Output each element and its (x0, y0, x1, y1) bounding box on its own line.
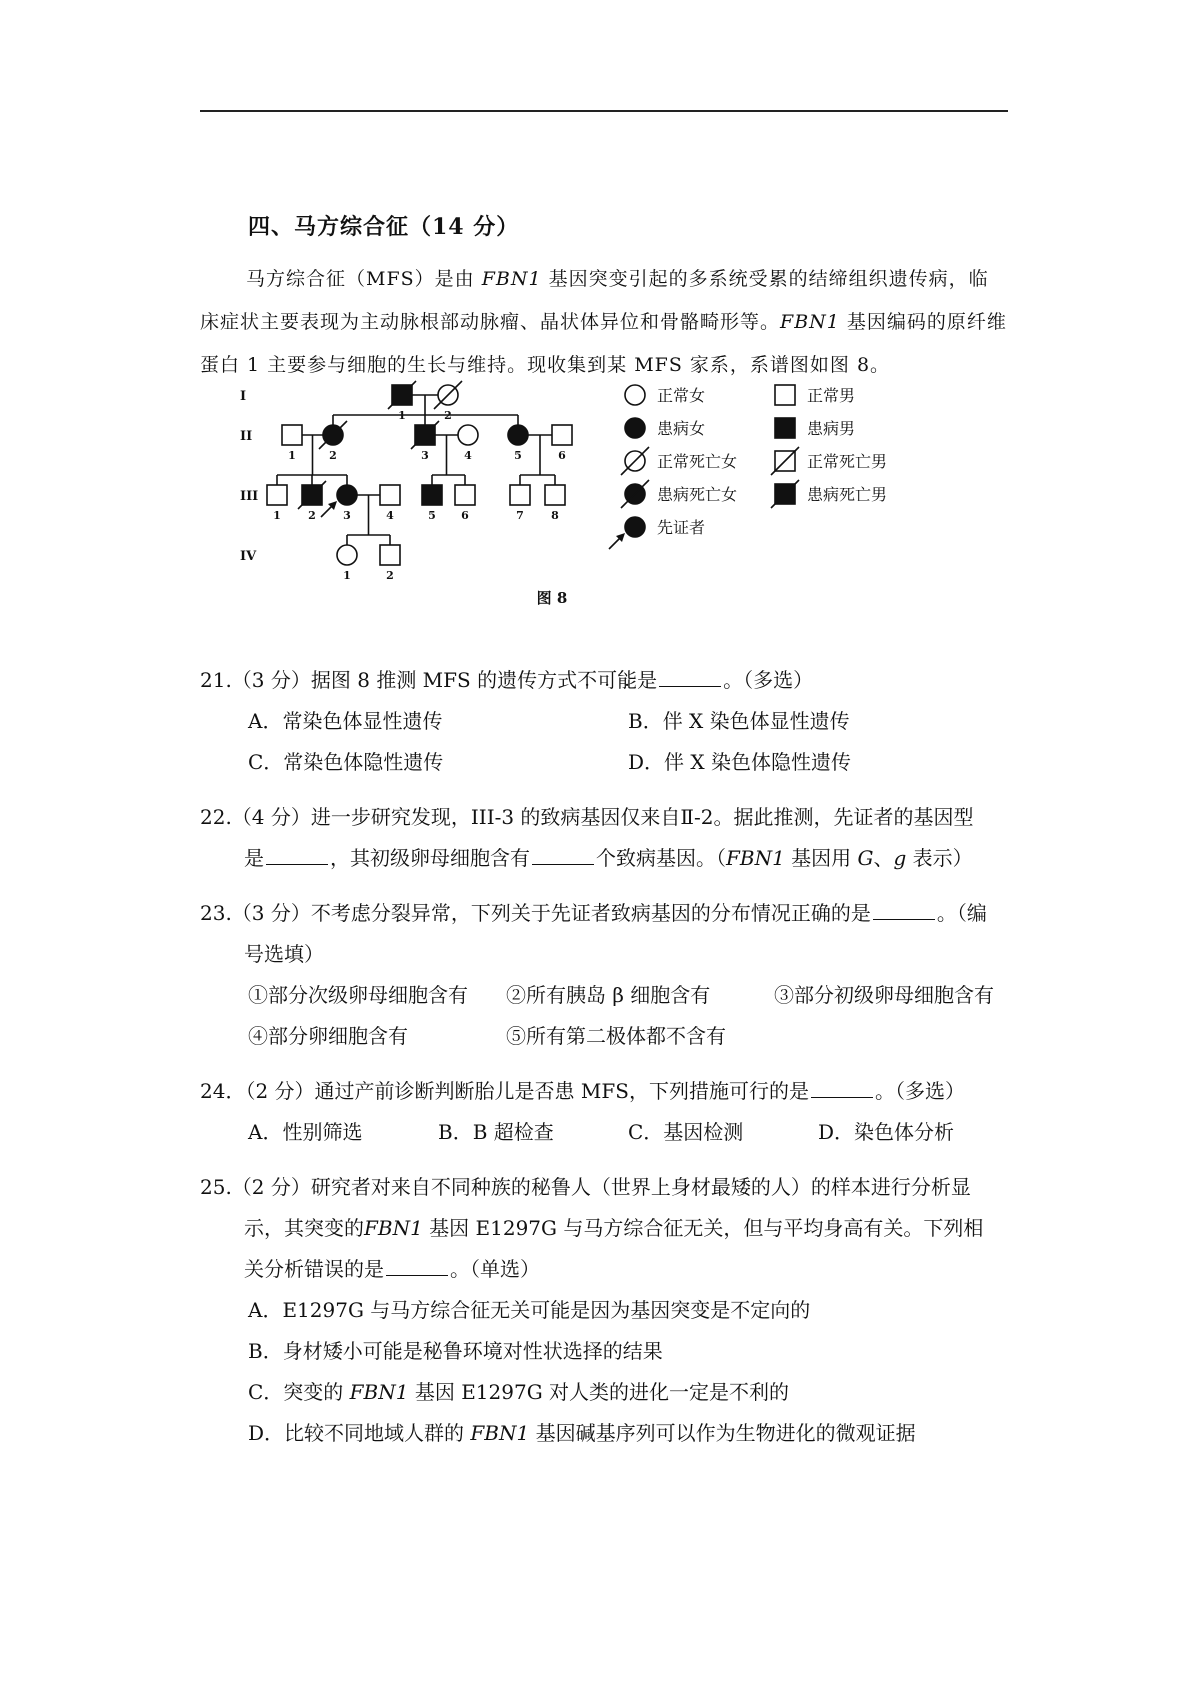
q25-option-c-text-1: C．突变的 (248, 1380, 350, 1404)
individual-iii-5-number: 5 (428, 509, 436, 522)
individual-iii-3-symbol (337, 485, 357, 505)
q21-option-a: A．常染色体显性遗传 (248, 709, 443, 733)
question-21 (200, 660, 1008, 783)
individual-ii-2-number: 2 (329, 449, 337, 462)
individual-iii-6-symbol (455, 485, 475, 505)
allele-recessive: g (893, 846, 907, 870)
legend-affected-male-label: 患病男 (807, 419, 856, 438)
individual-iii-2-number: 2 (308, 509, 316, 522)
individual-iii-8-symbol (545, 485, 565, 505)
individual-iii-7-symbol (510, 485, 530, 505)
q23-stem-2: 。（编 (936, 901, 987, 925)
q21-option-d: D．伴 X 染色体隐性遗传 (628, 750, 851, 774)
q23-item-3: ③部分初级卵母细胞含有 (774, 983, 994, 1007)
q24-stem-2: 。（多选） (874, 1079, 965, 1103)
q23-line-2: 号选填） (244, 942, 324, 966)
allele-dominant: G (857, 846, 874, 870)
individual-iii-1-symbol (267, 485, 287, 505)
individual-iv-2-number: 2 (386, 569, 394, 582)
q21-stem-2: 是 (637, 668, 658, 692)
legend-proband-label: 先证者 (657, 518, 706, 537)
legend-affected-male-deceased-label: 患病死亡男 (807, 485, 888, 504)
legend-affected-female-label: 患病女 (657, 419, 706, 438)
section-title: 四、马方综合征（14 分） (248, 214, 520, 240)
legend-affected-male-symbol (775, 418, 795, 438)
q23-item-5: ⑤所有第二极体都不含有 (506, 1024, 726, 1048)
generation-label-III: III (240, 489, 259, 504)
individual-ii-6-symbol (552, 425, 572, 445)
intro-paragraph (200, 258, 1008, 387)
legend-normal-male-label: 正常男 (807, 386, 856, 405)
q24-option-c: C．基因检测 (628, 1120, 744, 1144)
q23-item-4: ④部分卵细胞含有 (248, 1024, 408, 1048)
answer-blank (811, 1079, 873, 1098)
q21-stem: 21.（3 分）据图 8 推测 MFS 的遗传方式 (200, 668, 578, 692)
q24-option-b: B．B 超检查 (438, 1120, 554, 1144)
q25-line-1: 25.（2 分）研究者对来自不同种族的秘鲁人（世界上身材最矮的人）的样本进行分析显 (200, 1175, 971, 1199)
gene-name: FBN1 (780, 311, 840, 333)
intro-text-3: 基因编码的原纤维蛋白 1 主要参与细胞的生长与维持。现收集到某 MFS 家系，系谱图如图 8。 (200, 311, 1007, 376)
figure-caption: 图 8 (536, 589, 568, 607)
q24-option-d: D．染色体分析 (818, 1120, 955, 1144)
individual-i-2-number: 2 (444, 409, 452, 422)
legend-normal-male-symbol (775, 385, 795, 405)
individual-ii-3-number: 3 (421, 449, 429, 462)
individual-iii-4-number: 4 (386, 509, 394, 522)
individual-ii-6-number: 6 (558, 449, 566, 462)
answer-blank (532, 846, 594, 865)
q21-option-c: C．常染色体隐性遗传 (248, 750, 444, 774)
gene-name: FBN1 (364, 1216, 423, 1240)
legend-proband-symbol (625, 517, 645, 537)
answer-blank (659, 668, 721, 687)
individual-ii-4-number: 4 (464, 449, 472, 462)
legend-affected-female-symbol (625, 418, 645, 438)
q22-text-e: 表示） (906, 846, 973, 870)
q25-text-a: 示，其突变的 (244, 1216, 364, 1240)
gene-name: FBN1 (726, 846, 785, 870)
individual-iv-1-number: 1 (343, 569, 351, 582)
q24-option-a: A．性别筛选 (248, 1120, 363, 1144)
individual-iii-6-number: 6 (461, 509, 469, 522)
q23-item-1: ①部分次级卵母细胞含有 (248, 983, 468, 1007)
q25-option-b: B．身材矮小可能是秘鲁环境对性状选择的结果 (248, 1339, 663, 1363)
emphasis-char: 能 · (617, 668, 637, 692)
intro-text-2: 基因突变引起的多系统受累的结缔组织遗传病，临床症状主要表现为主动脉根部动脉瘤、晶状体异位和骨骼畸形等。 (200, 268, 989, 333)
generation-label-II: II (240, 429, 253, 444)
legend-normal-male-deceased-label: 正常死亡男 (807, 452, 888, 471)
q22-text-d: 基因用 (784, 846, 858, 870)
pedigree-figure (240, 385, 1000, 645)
pedigree-chart (240, 385, 1000, 645)
answer-blank (266, 846, 328, 865)
q25-text-b: 基因 E1297G 与马方综合征无关，但与平均身高有关。下列相 (422, 1216, 984, 1240)
legend-normal-female-label: 正常女 (657, 386, 706, 405)
q21-option-b: B．伴 X 染色体显性遗传 (628, 709, 850, 733)
individual-iv-1-symbol (337, 545, 357, 565)
generation-label-I: I (240, 389, 247, 404)
individual-iii-8-number: 8 (551, 509, 559, 522)
q25-text-d: 。（单选） (450, 1257, 540, 1281)
generation-label-IV: IV (240, 549, 257, 564)
emphasis-char: 不 · (577, 668, 597, 692)
q25-option-d-text-2: 基因碱基序列可以作为生物进化的微观证据 (529, 1421, 916, 1445)
q25-text-c: 关分析错误的是 (244, 1257, 384, 1281)
answer-blank (386, 1257, 448, 1276)
gene-name: FBN1 (481, 268, 542, 290)
individual-iii-7-number: 7 (516, 509, 524, 522)
individual-ii-1-number: 1 (288, 449, 296, 462)
legend-normal-female-symbol (625, 385, 645, 405)
gene-name: FBN1 (470, 1421, 530, 1445)
individual-iii-3-number: 3 (343, 509, 351, 522)
q23-stem: 23.（3 分）不考虑分裂异常，下列关于先证者致病基因的分布情况正确的是 (200, 901, 871, 925)
q25-option-d (200, 1413, 1008, 1454)
question-23 (200, 893, 1008, 1057)
individual-ii-5-number: 5 (514, 449, 522, 462)
legend-normal-female-deceased-label: 正常死亡女 (657, 452, 738, 471)
answer-blank (873, 901, 935, 920)
q23-item-2: ②所有胰岛 β 细胞含有 (506, 983, 711, 1007)
intro-text-1: 马方综合征（MFS）是由 (246, 268, 482, 290)
q25-option-c-text-2: 基因 E1297G 对人类的进化一定是不利的 (408, 1380, 790, 1404)
q25-option-d-text-1: D．比较不同地域人群的 (248, 1421, 471, 1445)
q22-text-a: 是 (244, 846, 264, 870)
q25-option-c (200, 1372, 1008, 1413)
individual-iii-1-number: 1 (273, 509, 281, 522)
emphasis-char: 可 · (597, 668, 617, 692)
legend-affected-female-deceased-label: 患病死亡女 (657, 485, 738, 504)
q25-option-a: A．E1297G 与马方综合征无关可能是因为基因突变是不定向的 (248, 1298, 811, 1322)
top-rule (200, 110, 1008, 112)
individual-i-1-number: 1 (398, 409, 406, 422)
q21-stem-3: 。（多选） (723, 668, 814, 692)
q22-line-1: 22.（4 分）进一步研究发现，III-3 的致病基因仅来自Ⅱ-2。据此推测，先证者的基因型 (200, 805, 974, 829)
individual-iii-5-symbol (422, 485, 442, 505)
individual-ii-1-symbol (282, 425, 302, 445)
question-22 (200, 797, 1008, 879)
questions (200, 660, 1008, 1468)
q24-stem: 24．（2 分）通过产前诊断判断胎儿是否患 MFS，下列措施可行的是 (200, 1079, 809, 1103)
individual-ii-4-symbol (458, 425, 478, 445)
q22-text-c: 个致病基因。（ (596, 846, 726, 870)
question-24 (200, 1071, 1008, 1153)
individual-iv-2-symbol (380, 545, 400, 565)
gene-name: FBN1 (349, 1380, 409, 1404)
question-25 (200, 1167, 1008, 1454)
q22-sep: 、 (873, 846, 894, 870)
individual-iii-4-symbol (380, 485, 400, 505)
q22-text-b: ，其初级卵母细胞含有 (330, 846, 530, 870)
individual-ii-5-symbol (508, 425, 528, 445)
